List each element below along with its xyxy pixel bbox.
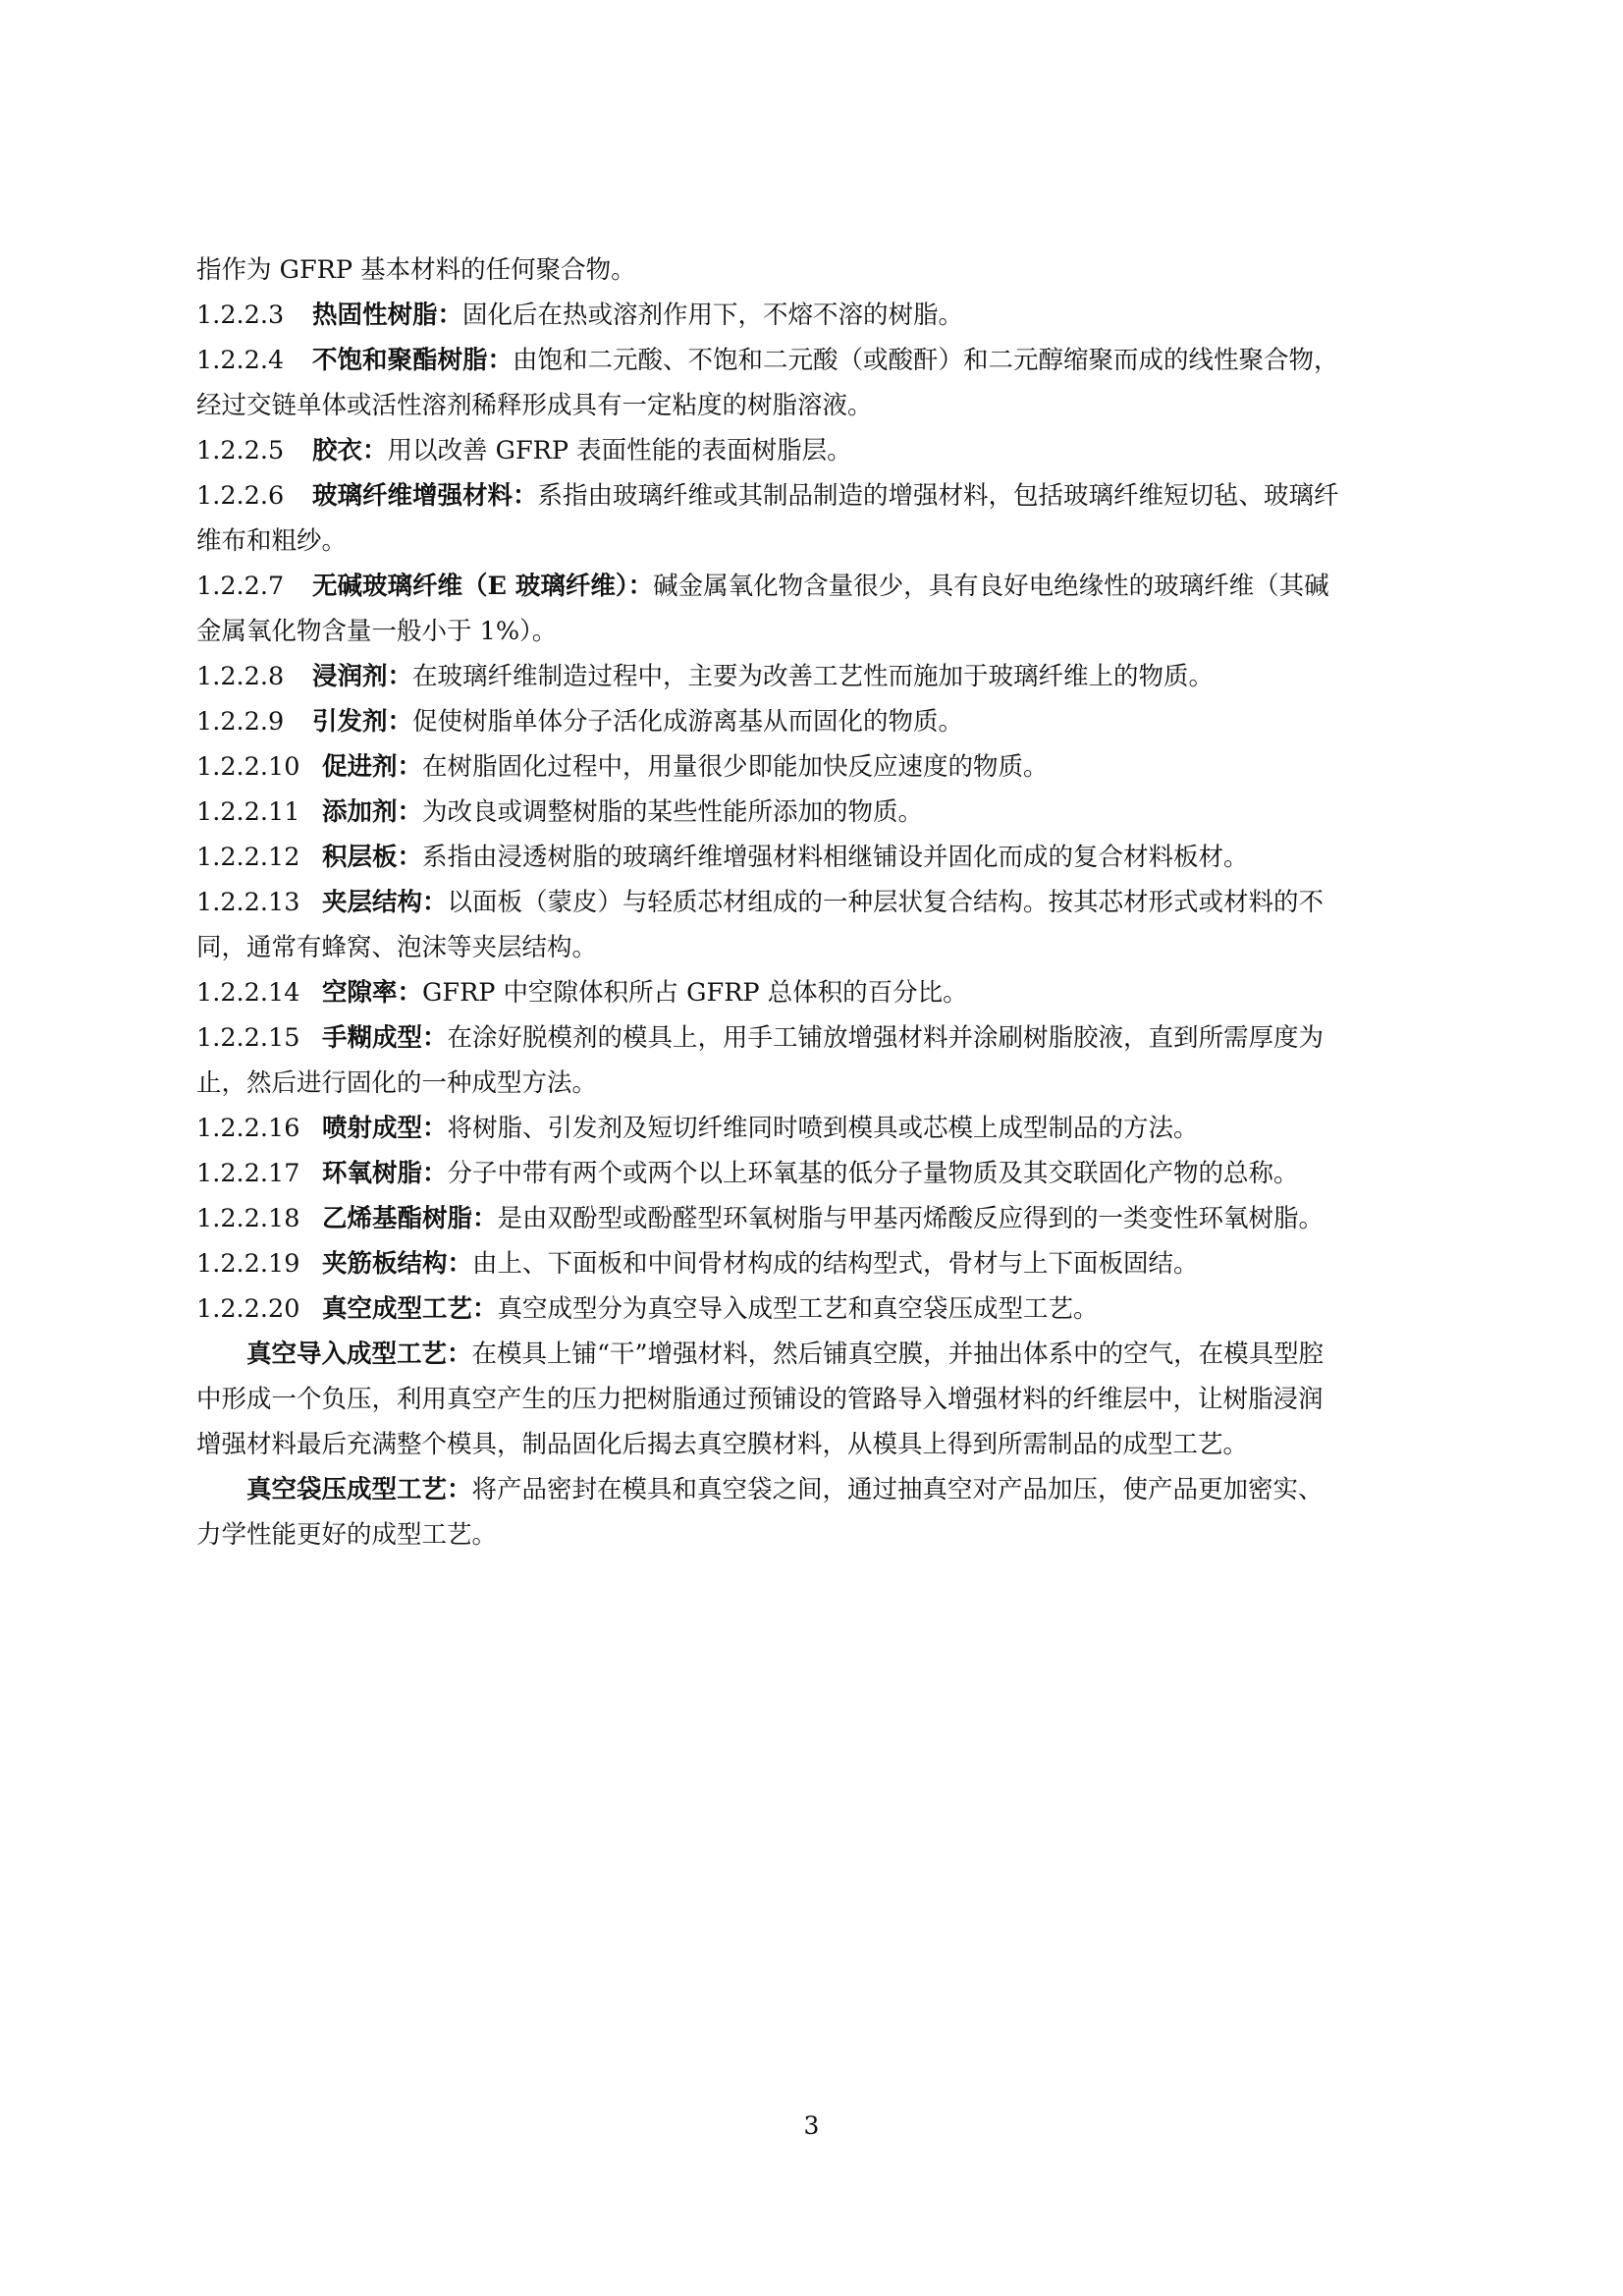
definition-item [196,1196,1463,1241]
definition-text: 以面板（蒙皮）与轻质芯材组成的一种层状复合结构。按其芯材形式或材料的不 [447,888,1325,917]
definition-text: 止，然后进行固化的一种成型方法。 [196,1068,598,1098]
definition-text: 促使树脂单体分子活化成游离基从而固化的物质。 [412,707,964,737]
clause-number: 1.2.2.16 [196,1114,300,1143]
definition-text: GFRP 中空隙体积所占 GFRP 总体积的百分比。 [422,978,968,1008]
term-label: 空隙率： [322,978,423,1008]
definition-item [196,1286,1463,1332]
term-label: 引发剂： [312,707,413,737]
definition-text: 固化后在热或溶剂作用下，不熔不溶的树脂。 [462,301,964,330]
definition-item [196,880,1463,925]
definition-item [196,338,1463,383]
definition-text: 由饱和二元酸、不饱和二元酸（或酸酐）和二元醇缩聚而成的线性聚合物， [513,346,1339,375]
term-label: 玻璃纤维增强材料： [312,481,538,511]
definition-text: 用以改善 GFRP 表面性能的表面树脂层。 [387,436,852,465]
term-label: 添加剂： [322,797,423,827]
definition-text: 在玻璃纤维制造过程中，主要为改善工艺性而施加于玻璃纤维上的物质。 [412,662,1215,691]
clause-number: 1.2.2.18 [196,1204,300,1233]
term-label: 真空成型工艺： [322,1294,498,1324]
definition-text: 在涂好脱模剂的模具上，用手工铺放增强材料并涂刷树脂胶液，直到所需厚度为 [447,1023,1325,1053]
clause-number: 1.2.2.7 [196,572,285,601]
definition-continuation [196,519,1463,564]
definition-item [196,970,1463,1015]
process-paragraphs [196,1332,1463,1558]
term-label: 环氧树脂： [322,1159,448,1188]
paragraph-text: 中形成一个负压，利用真空产生的压力把树脂通过预铺设的管路导入增强材料的纤维层中，让树脂浸润 [196,1385,1324,1414]
term-label: 真空袋压成型工艺： [246,1475,472,1504]
clause-number: 1.2.2.9 [196,707,285,737]
term-label: 积层板： [322,843,423,872]
page-number: 3 [803,2111,820,2140]
definition-text: 分子中带有两个或两个以上环氧基的低分子量物质及其交联固化产物的总称。 [447,1159,1299,1188]
definition-continuation [196,925,1463,970]
definition-text: 碱金属氧化物含量很少，具有良好电绝缘性的玻璃纤维（其碱 [653,572,1329,601]
term-label: 促进剂： [322,752,423,782]
term-label: 浸润剂： [312,662,413,691]
term-label: 热固性树脂： [312,301,463,330]
paragraph-text: 在模具上铺“干”增强材料，然后铺真空膜，并抽出体系中的空气，在模具型腔 [471,1339,1325,1369]
clause-number: 1.2.2.19 [196,1249,300,1279]
definition-item [196,1241,1463,1286]
definition-text: 由上、下面板和中间骨材构成的结构型式，骨材与上下面板固结。 [472,1249,1199,1279]
definition-item [196,1015,1463,1061]
definition-item [196,835,1463,880]
definition-item [196,790,1463,835]
paragraph-text: 力学性能更好的成型工艺。 [196,1520,498,1550]
clause-number: 1.2.2.4 [196,346,285,375]
definition-text: 维布和粗纱。 [196,526,348,556]
definition-item [196,654,1463,699]
definition-text: 同，通常有蜂窝、泡沫等夹层结构。 [196,933,598,962]
clause-number: 1.2.2.17 [196,1159,300,1188]
paragraph-text: 增强材料最后充满整个模具，制品固化后揭去真空膜材料，从模具上得到所需制品的成型工艺。 [196,1430,1249,1459]
clause-number: 1.2.2.14 [196,978,300,1008]
document-body [196,247,1463,1558]
paragraph-start [196,1332,1463,1377]
definition-text: 系指由玻璃纤维或其制品制造的增强材料，包括玻璃纤维短切毡、玻璃纤 [537,481,1339,511]
term-label: 乙烯基酯树脂： [322,1204,498,1233]
term-label: 夹层结构： [322,888,448,917]
definition-text: 为改良或调整树脂的某些性能所添加的物质。 [422,797,924,827]
definition-text: 系指由浸透树脂的玻璃纤维增强材料相继铺设并固化而成的复合材料板材。 [422,843,1249,872]
definition-item [196,1151,1463,1196]
term-label: 不饱和聚酯树脂： [312,346,514,375]
clause-number: 1.2.2.5 [196,436,285,465]
paragraph-line [196,1512,1463,1558]
definition-text: 将树脂、引发剂及短切纤维同时喷到模具或芯模上成型制品的方法。 [447,1114,1199,1143]
clause-number: 1.2.2.13 [196,888,300,917]
clause-number: 1.2.2.15 [196,1023,300,1053]
definition-continuation [196,1061,1463,1106]
paragraph-text: 将产品密封在模具和真空袋之间，通过抽真空对产品加压，使产品更加密实、 [471,1475,1324,1504]
definition-item [196,428,1463,473]
clause-number: 1.2.2.11 [196,797,300,827]
paragraph-line [196,1377,1463,1422]
clause-number: 1.2.2.10 [196,752,300,782]
paragraph-start [196,1467,1463,1512]
paragraph-line [196,1422,1463,1467]
definition-continuation [196,383,1463,428]
definition-item [196,699,1463,744]
term-label: 喷射成型： [322,1114,448,1143]
term-label: 真空导入成型工艺： [246,1339,472,1369]
definition-item [196,564,1463,609]
clause-number: 1.2.2.3 [196,301,285,330]
definition-text: 金属氧化物含量一般小于 1%）。 [196,617,558,646]
term-label: 胶衣： [312,436,388,465]
clause-number: 1.2.2.8 [196,662,285,691]
definition-item [196,1106,1463,1151]
term-label: 无碱玻璃纤维（E 玻璃纤维）： [312,572,654,601]
clause-number: 1.2.2.20 [196,1294,300,1324]
term-label: 夹筋板结构： [322,1249,473,1279]
clause-number: 1.2.2.6 [196,481,285,511]
clause-number: 1.2.2.12 [196,843,300,872]
definition-list [196,293,1463,1332]
definition-item [196,293,1463,338]
continuation-line: 指作为 GFRP 基本材料的任何聚合物。 [196,255,636,285]
definition-item [196,473,1463,519]
definition-continuation [196,609,1463,654]
term-label: 手糊成型： [322,1023,448,1053]
definition-text: 经过交链单体或活性溶剂稀释形成具有一定粘度的树脂溶液。 [196,391,873,420]
definition-text: 真空成型分为真空导入成型工艺和真空袋压成型工艺。 [497,1294,1099,1324]
definition-text: 是由双酚型或酚醛型环氧树脂与甲基丙烯酸反应得到的一类变性环氧树脂。 [497,1204,1325,1233]
definition-text: 在树脂固化过程中，用量很少即能加快反应速度的物质。 [422,752,1049,782]
definition-item [196,744,1463,790]
